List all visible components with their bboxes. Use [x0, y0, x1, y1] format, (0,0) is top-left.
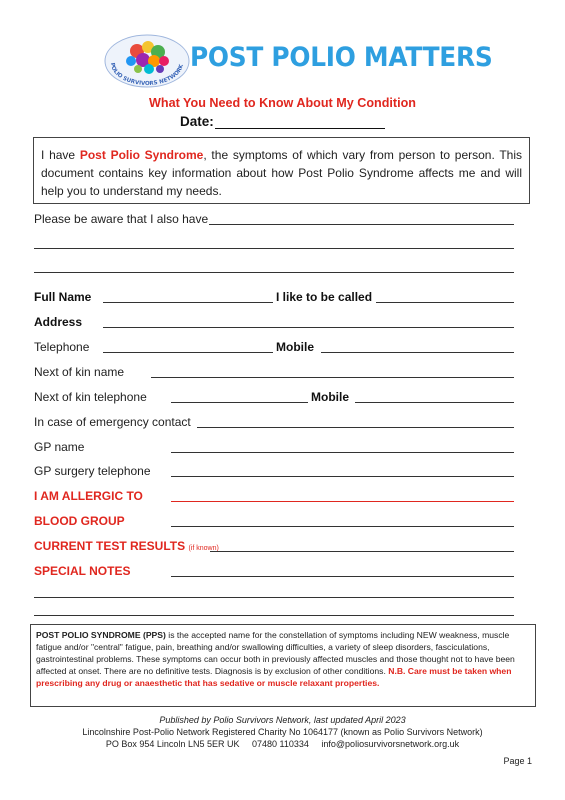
aware-field-3[interactable] — [34, 272, 514, 273]
like-called-label: I like to be called — [276, 290, 373, 304]
footer-address: PO Box 954 Lincoln LN5 5ER UK — [105, 739, 240, 749]
intro-highlight: Post Polio Syndrome — [79, 148, 204, 162]
org-name: POST POLIO MATTERS — [190, 42, 493, 73]
full-name-field[interactable] — [103, 302, 273, 303]
date-row — [180, 114, 385, 129]
kin-name-field[interactable] — [151, 377, 514, 378]
kin-mobile-label: Mobile — [311, 390, 349, 404]
test-results-note: (if known) — [188, 545, 219, 552]
pps-title: POST POLIO SYNDROME (PPS) — [36, 630, 166, 640]
test-results-field[interactable] — [210, 551, 514, 552]
full-name-label: Full Name — [34, 290, 92, 304]
test-results-text: CURRENT TEST RESULTS — [34, 539, 186, 553]
emergency-field[interactable] — [197, 427, 514, 428]
intro-post: , the symptoms of which vary from person to person. This document contains key information about how Post Polio Syndrome affects me and will help you to understand my needs. — [41, 148, 522, 198]
footer-contact — [0, 738, 565, 750]
footer-email[interactable]: info@poliosurvivorsnetwork.org.uk — [321, 739, 460, 749]
allergic-label: I AM ALLERGIC TO — [34, 489, 143, 503]
test-results-label — [34, 539, 219, 553]
mobile-field[interactable] — [321, 352, 514, 353]
footer-charity: Lincolnshire Post-Polio Network Registered Charity No 1064177 (known as Polio Survivors Network) — [82, 727, 483, 737]
page-title: What You Need to Know About My Condition — [149, 96, 416, 110]
like-called-field[interactable] — [376, 302, 514, 303]
logo — [103, 33, 191, 89]
mobile-label: Mobile — [276, 340, 314, 354]
date-label: Date: — [180, 114, 214, 129]
gp-telephone-label: GP surgery telephone — [34, 464, 151, 478]
kin-telephone-field[interactable] — [171, 402, 308, 403]
telephone-field[interactable] — [103, 352, 273, 353]
emergency-label: In case of emergency contact — [34, 415, 191, 429]
aware-label: Please be aware that I also have — [34, 212, 209, 226]
intro-pre: I have — [41, 148, 80, 162]
date-field[interactable] — [215, 115, 385, 129]
pps-info-box — [30, 624, 536, 707]
intro-box — [33, 137, 530, 204]
gp-name-label: GP name — [34, 440, 85, 454]
special-notes-field-3[interactable] — [34, 615, 514, 616]
blood-group-field[interactable] — [171, 526, 514, 527]
gp-name-field[interactable] — [171, 452, 514, 453]
special-notes-label: SPECIAL NOTES — [34, 564, 131, 578]
kin-name-label: Next of kin name — [34, 365, 125, 379]
gp-telephone-field[interactable] — [171, 476, 514, 477]
pps-warning: N.B. Care must be taken when prescribing any drug or anaesthetic that has sedative or muscle relaxant properties. — [36, 666, 512, 688]
pps-body: is the accepted name for the constellation of symptoms including NEW weakness, muscle fatigue and/or "central" fatigue, pain, breathing and/or swallowing difficulties, a variety of sleep disorders, fasciculations, gastrointestinal problems. These symptoms can occur both in previously affected muscles and those thought not to have been affected at onset. There are no definitive tests. Diagnosis is by exclusion of other conditions. — [36, 630, 515, 676]
special-notes-field-1[interactable] — [171, 576, 514, 577]
address-label: Address — [34, 315, 83, 329]
telephone-label: Telephone — [34, 340, 90, 354]
footer-phone: 07480 110334 — [251, 739, 309, 749]
special-notes-field-2[interactable] — [34, 597, 514, 598]
page-number: Page 1 — [503, 756, 532, 766]
aware-field-2[interactable] — [34, 248, 514, 249]
kin-mobile-field[interactable] — [355, 402, 514, 403]
footer — [0, 714, 565, 750]
footer-published: Published by Polio Survivors Network, last updated April 2023 — [159, 715, 406, 725]
blood-group-label: BLOOD GROUP — [34, 514, 125, 528]
logo-ring-text: POLIO SURVIVORS NETWORK — [108, 62, 185, 88]
kin-telephone-label: Next of kin telephone — [34, 390, 147, 404]
allergic-field[interactable] — [171, 501, 514, 502]
aware-field-1[interactable] — [209, 224, 514, 225]
address-field[interactable] — [103, 327, 514, 328]
